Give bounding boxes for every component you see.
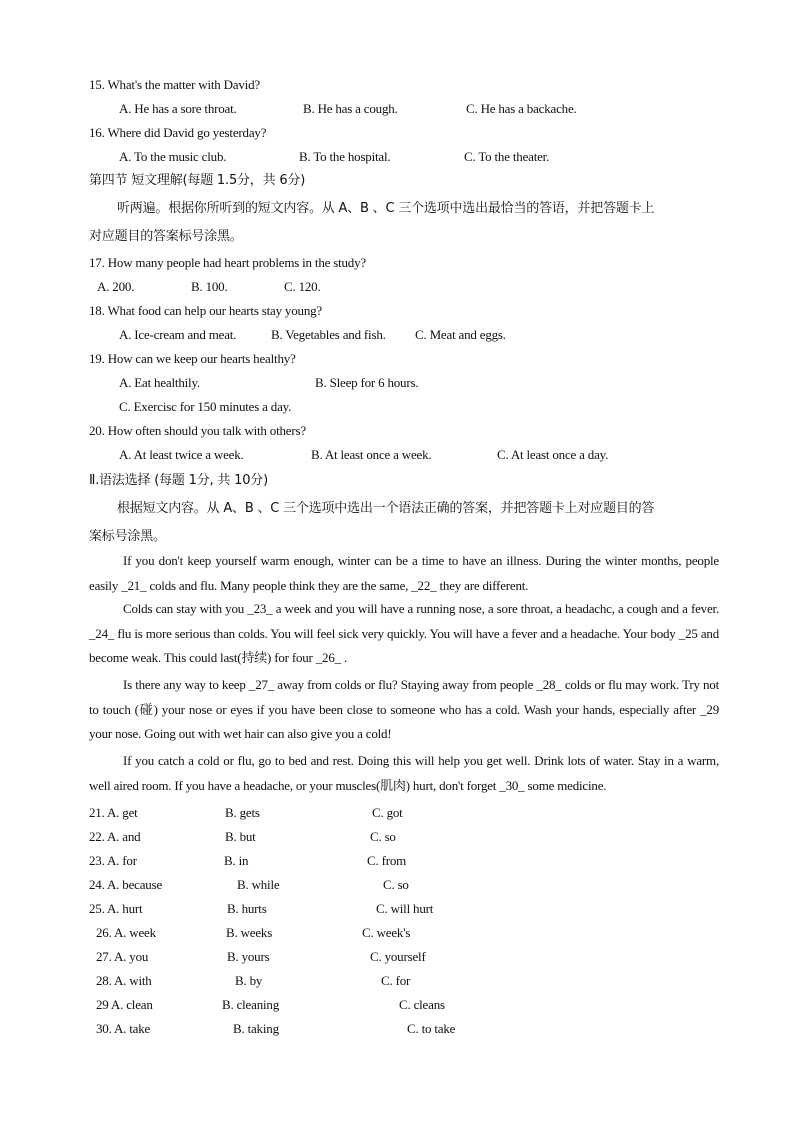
item-27-option-a: 27. A. you	[96, 949, 149, 964]
item-30-option-a: 30. A. take	[96, 1021, 151, 1036]
question-19-stem: 19. How can we keep our hearts healthy?	[89, 351, 296, 366]
question-15-stem: 15. What's the matter with David?	[89, 77, 260, 92]
question-16-option-a: A. To the music club.	[119, 149, 227, 164]
blank-29: _29	[700, 701, 719, 717]
question-19-option-b: B. Sleep for 6 hours.	[315, 375, 419, 390]
question-20-option-b: B. At least once a week.	[311, 447, 432, 462]
item-23-option-c: C. from	[367, 853, 407, 868]
question-20-option-a: A. At least twice a week.	[119, 447, 244, 462]
grammar-passage-paragraph-4: If you catch a cold or flu, go to bed and rest. Doing this will help you get well. Drink lots of water. Stay in a warm, well aired room. If you have a headache, or your muscles(肌肉) hurt, don't forget _30_ some medicine.	[89, 753, 719, 793]
item-28-option-a: 28. A. with	[96, 973, 152, 988]
blank-25: _25	[678, 625, 698, 641]
question-18-option-a: A. Ice-cream and meat.	[119, 327, 237, 342]
question-19-option-a: A. Eat healthily.	[119, 375, 200, 390]
item-23-option-b: B. in	[224, 853, 249, 868]
item-26-option-a: 26. A. week	[96, 925, 156, 940]
question-16-option-b: B. To the hospital.	[299, 149, 391, 164]
question-15-option-b: B. He has a cough.	[303, 101, 398, 116]
section4-instruction-line1: 听两遍。根据你所听到的短文内容。从 A、B 、C 三个选项中选出最恰当的答语，并把答题卡上	[117, 201, 655, 216]
blank-27: _27_	[248, 677, 275, 692]
question-15-option-a: A. He has a sore throat.	[119, 101, 237, 116]
question-18-option-b: B. Vegetables and fish.	[271, 327, 386, 342]
item-22-option-c: C. so	[370, 829, 396, 844]
item-28-option-c: C. for	[381, 973, 411, 988]
question-16-stem: 16. Where did David go yesterday?	[89, 125, 267, 140]
question-19-option-c: C. Exercisc for 150 minutes a day.	[119, 399, 292, 414]
item-22-option-b: B. but	[225, 829, 256, 844]
item-24-option-b: B. while	[237, 877, 280, 892]
item-25-option-b: B. hurts	[227, 901, 267, 916]
question-17-option-b: B. 100.	[191, 279, 228, 294]
item-29-option-b: B. cleaning	[222, 997, 280, 1012]
item-24-option-a: 24. A. because	[89, 877, 163, 892]
item-26-option-c: C. week's	[362, 925, 411, 940]
grammar-instruction-line2: 案标号涂黑。	[89, 529, 166, 544]
question-15-option-c: C. He has a backache.	[466, 101, 577, 116]
blank-23: _23_	[247, 601, 273, 616]
item-27-option-b: B. yours	[227, 949, 270, 964]
item-27-option-c: C. yourself	[370, 949, 426, 964]
section4-title: 第四节 短文理解(每题 1.5分，共 6分)	[89, 173, 306, 188]
item-24-option-c: C. so	[383, 877, 409, 892]
section4-instruction-line2: 对应题目的答案标号涂黑。	[89, 229, 243, 244]
item-26-option-b: B. weeks	[226, 925, 273, 940]
question-18-option-c: C. Meat and eggs.	[415, 327, 506, 342]
blank-28: _28_	[536, 677, 562, 692]
item-28-option-b: B. by	[235, 973, 263, 988]
item-29-option-c: C. cleans	[399, 997, 445, 1012]
grammar-passage-paragraph-3: Is there any way to keep _27_ away from colds or flu? Staying away from people _28_ colds or flu may work. Try not to touch (碰) your nose or eyes if you have been close to someone who has a cold. Wash your hands, especially after _29 your nose. Going out with wet hair can also give you a cold!	[89, 677, 719, 741]
question-17-option-a: A. 200.	[97, 279, 135, 294]
item-25-option-a: 25. A. hurt	[89, 901, 143, 916]
item-21-option-a: 21. A. get	[89, 805, 138, 820]
grammar-instruction-line1: 根据短文内容。从 A、B 、C 三个选项中选出一个语法正确的答案，并把答题卡上对应题目的答	[117, 501, 655, 516]
question-17-option-c: C. 120.	[284, 279, 321, 294]
question-17-stem: 17. How many people had heart problems in the study?	[89, 255, 366, 270]
item-25-option-c: C. will hurt	[376, 901, 434, 916]
question-20-stem: 20. How often should you talk with others?	[89, 423, 306, 438]
item-21-option-b: B. gets	[225, 805, 260, 820]
grammar-passage-paragraph-2: Colds can stay with you _23_ a week and you will have a running nose, a sore throat, a headachc, a cough and a fever. _24_ flu is more serious than colds. You will feel sick very quickly. You will have a fever and a headache. Your body _25 and become weak. This could last(持续) for four _26_ .	[89, 601, 720, 665]
item-30-option-b: B. taking	[233, 1021, 279, 1036]
grammar-section-title: Ⅱ.语法选择 (每题 1分, 共 10分)	[89, 473, 268, 488]
question-16-option-c: C. To the theater.	[464, 149, 550, 164]
item-30-option-c: C. to take	[407, 1021, 456, 1036]
item-22-option-a: 22. A. and	[89, 829, 141, 844]
question-20-option-c: C. At least once a day.	[497, 447, 609, 462]
blank-21: _21_	[121, 577, 147, 593]
question-18-stem: 18. What food can help our hearts stay young?	[89, 303, 322, 318]
blank-26: _26_	[315, 650, 341, 665]
blank-30: _30_	[499, 777, 525, 793]
grammar-passage-paragraph-1: If you don't keep yourself warm enough, winter can be a time to have an illness. During the winter months, people easily _21_ colds and flu. Many people think they are the same, _22_ they are different.	[89, 553, 719, 593]
item-21-option-c: C. got	[372, 805, 403, 820]
blank-24: _24_	[89, 625, 115, 641]
item-23-option-a: 23. A. for	[89, 853, 137, 868]
blank-22: _22_	[411, 577, 437, 593]
item-29-option-a: 29 A. clean	[96, 997, 153, 1012]
